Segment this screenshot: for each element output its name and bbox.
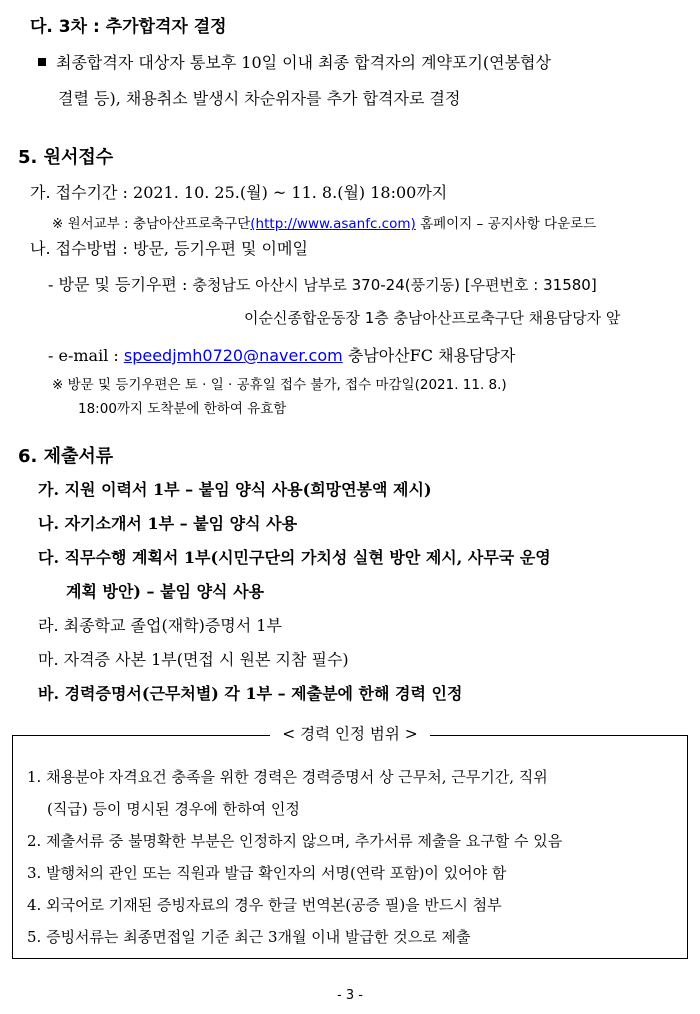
career-line: 3. 발행처의 관인 또는 직원과 발급 확인자의 서명(연락 포함)이 있어야 함 [27, 864, 507, 882]
visit-address-2: 이순신종합운동장 1층 충남아산프로축구단 채용담당자 앞 [244, 309, 621, 327]
doc-item-ma: 마. 자격증 사본 1부(면접 시 원본 지참 필수) [38, 650, 349, 669]
note-prefix: ※ 원서교부 : 충남아산프로축구단 [52, 216, 251, 232]
note-suffix: 홈페이지 – 공지사항 다운로드 [415, 216, 597, 232]
career-line: 1. 채용분야 자격요건 충족을 위한 경력은 경력증명서 상 근무처, 근무기간, 직위 [27, 768, 548, 786]
subheading-round3: 다. 3차 : 추가합격자 결정 [30, 17, 227, 37]
bullet-line-1: 최종합격자 대상자 통보후 10일 이내 최종 합격자의 계약포기(연봉협상 [56, 53, 551, 72]
notice-line-1: ※ 방문 및 등기우편은 토 · 일 · 공휴일 접수 불가, 접수 마감일(2021. 11. 8.) [52, 377, 507, 393]
career-recognition-box [12, 725, 688, 959]
form-distribution-note [52, 212, 596, 232]
bullet-line-2: 결렬 등), 채용취소 발생시 차순위자를 추가 합격자로 결정 [58, 89, 461, 108]
square-bullet-icon [38, 58, 46, 66]
doc-item-na: 나. 자기소개서 1부 – 붙임 양식 사용 [38, 514, 298, 533]
email-suffix: 충남아산FC 채용담당자 [342, 346, 516, 365]
section-heading-application: 5. 원서접수 [18, 147, 114, 168]
visit-mail-line [48, 272, 597, 295]
visit-label: - 방문 및 등기우편 : [48, 275, 193, 294]
section-heading-documents: 6. 제출서류 [18, 446, 114, 467]
homepage-link[interactable]: (http://www.asanfc.com) [250, 216, 416, 232]
notice-line-2: 18:00까지 도착분에 한하여 유효함 [78, 401, 287, 417]
application-method: 나. 접수방법 : 방문, 등기우편 및 이메일 [30, 239, 308, 258]
doc-item-da: 다. 직무수행 계획서 1부(시민구단의 가치성 실현 방안 제시, 사무국 운영 [38, 548, 551, 567]
visit-address-1: 충청남도 아산시 남부로 370-24(풍기동) [우편번호 : 31580] [192, 276, 597, 294]
career-line: 2. 제출서류 중 불명확한 부분은 인정하지 않으며, 추가서류 제출을 요구할 수 있음 [27, 832, 563, 850]
doc-item-ga: 가. 지원 이력서 1부 – 붙임 양식 사용(희망연봉액 제시) [38, 480, 432, 499]
doc-item-ra: 라. 최종학교 졸업(재학)증명서 1부 [38, 616, 282, 635]
bullet-item [38, 50, 551, 73]
email-line [48, 343, 515, 366]
doc-item-da-cont: 계획 방안) – 붙임 양식 사용 [66, 582, 264, 601]
career-box-title: < 경력 인정 범위 > [13, 722, 687, 744]
email-link[interactable]: speedjmh0720@naver.com [123, 346, 343, 365]
career-line: (직급) 등이 명시된 경우에 한하여 인정 [47, 800, 300, 818]
page-number: - 3 - [337, 988, 363, 1003]
email-label: - e-mail : [48, 346, 124, 365]
career-line: 4. 외국어로 기재된 증빙자료의 경우 한글 번역본(공증 필)을 반드시 첨부 [27, 896, 502, 914]
doc-item-ba: 바. 경력증명서(근무처별) 각 1부 – 제출분에 한해 경력 인정 [38, 684, 463, 703]
application-period: 가. 접수기간 : 2021. 10. 25.(월) ~ 11. 8.(월) 18:00까지 [30, 183, 448, 202]
career-line: 5. 증빙서류는 최종면접일 기준 최근 3개월 이내 발급한 것으로 제출 [27, 928, 471, 946]
